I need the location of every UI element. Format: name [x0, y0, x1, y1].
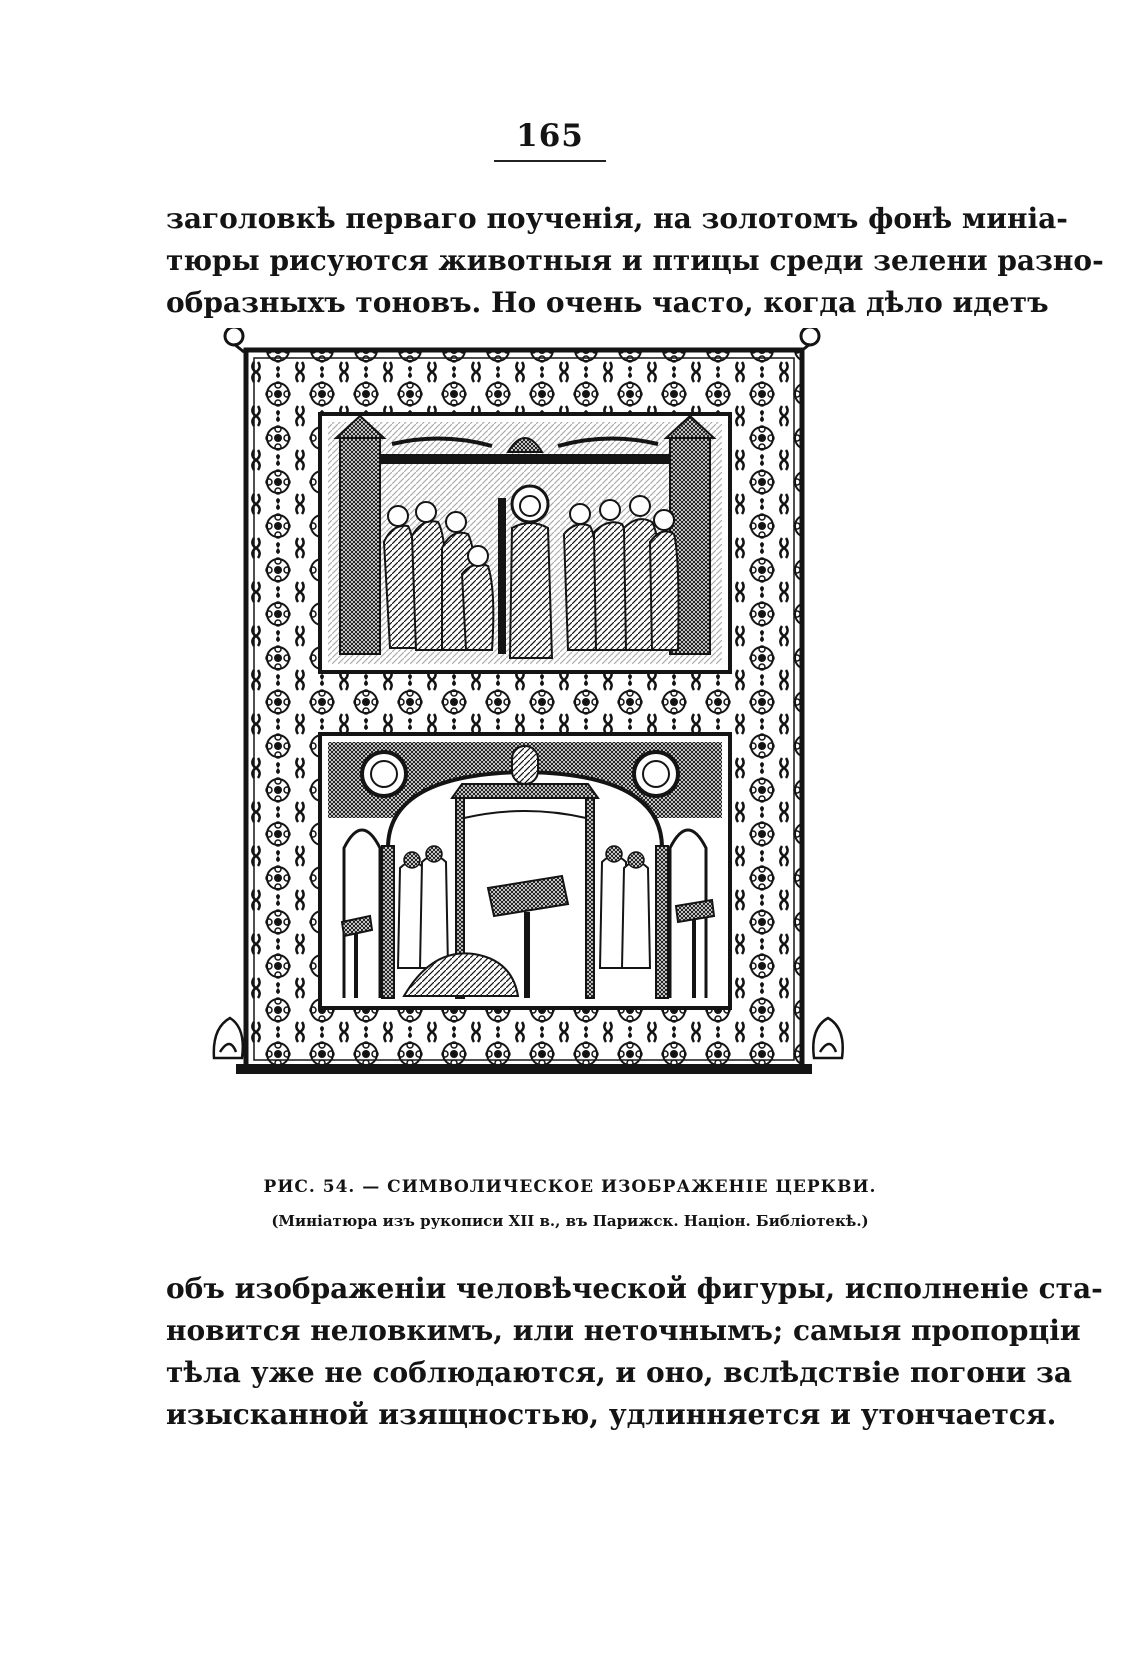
- text-line: объ изображеніи человѣческой фигуры, исполненіе ста-: [166, 1272, 1103, 1305]
- corner-loop: [225, 328, 243, 345]
- corner-loop: [801, 328, 819, 345]
- top-paragraph: [166, 198, 1104, 324]
- text-line: тюры рисуются животныя и птицы среди зелени разно-: [166, 244, 1104, 277]
- figure-caption: РИС. 54. — СИМВОЛИЧЕСКОЕ ИЗОБРАЖЕНІЕ ЦЕРКВИ.: [263, 1177, 877, 1197]
- lower-scene-panel: [320, 734, 730, 1008]
- page-number-rule: [494, 160, 606, 162]
- figure-source: (Миніатюра изъ рукописи XII в., въ Парижск. Націон. Библіотекѣ.): [271, 1212, 869, 1230]
- page-number: 165: [516, 118, 584, 154]
- leaf-ornament-left: [214, 1018, 243, 1058]
- text-line: заголовкѣ перваго поученія, на золотомъ фонѣ миніа-: [166, 202, 1068, 235]
- miniature-figure: [212, 328, 892, 1140]
- text-line: изысканной изящностью, удлинняется и утончается.: [166, 1398, 1057, 1431]
- text-line: новится неловкимъ, или неточнымъ; самыя пропорціи: [166, 1314, 1081, 1347]
- bottom-paragraph: [166, 1268, 1103, 1436]
- miniature-illustration: [212, 328, 892, 1140]
- text-line: образныхъ тоновъ. Но очень часто, когда дѣло идетъ: [166, 286, 1049, 319]
- text-line: тѣла уже не соблюдаются, и оно, вслѣдствіе погони за: [166, 1356, 1072, 1389]
- leaf-ornament-right: [813, 1018, 842, 1058]
- upper-scene-panel: [320, 414, 730, 672]
